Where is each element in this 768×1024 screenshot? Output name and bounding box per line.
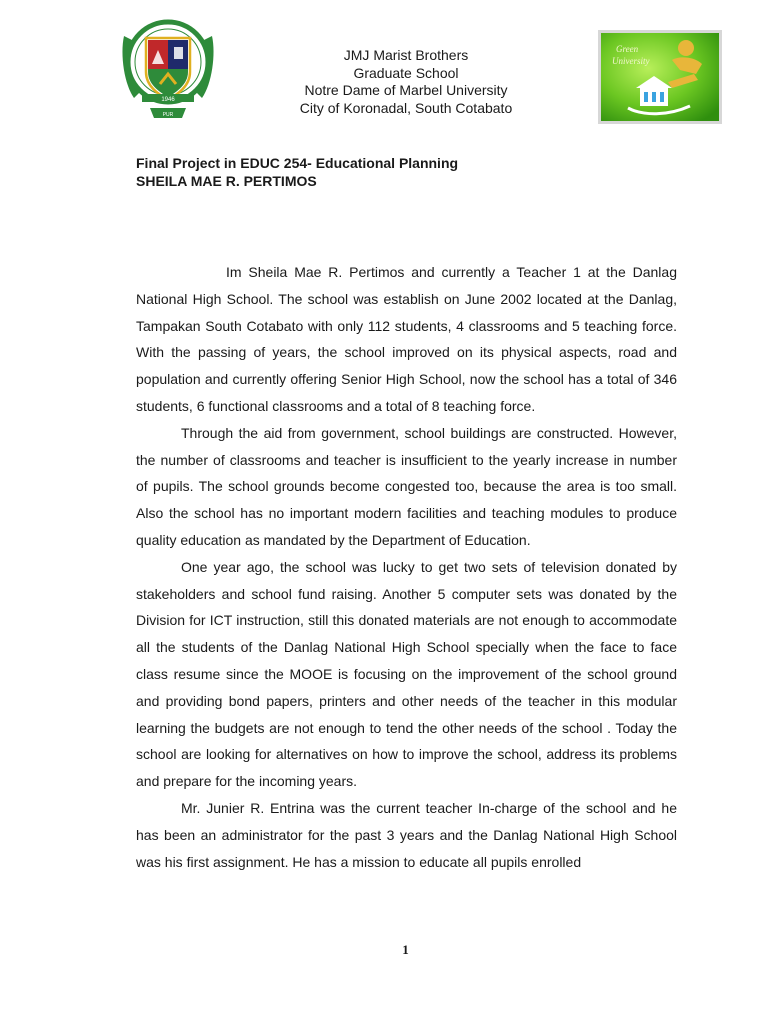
header-line-university: Notre Dame of Marbel University [304,82,508,98]
header-line-city: City of Koronadal, South Cotabato [299,99,513,116]
page-number: 1 [402,942,409,957]
header-line-order: JMJ Marist Brothers [343,47,469,63]
university-seal-logo [120,14,216,126]
author-name: SHEILA MAE R. PERTIMOS [136,173,317,189]
paragraph-facilities: Through the aid from government, school buildings are constructed. However, the number of classrooms and teacher is insufficient to the yearly increase in number of pupils. The school grounds become congested too, because the area is too small. Also the school has no important modern facilities and teaching modules to produce quality education as mandated by the Department of Education. [136,424,677,548]
seal-graphic [120,14,216,126]
logo-text-university: University [612,56,650,66]
logo-text-green: Green [616,44,639,54]
seal-scroll-text: PUR [162,112,174,118]
green-university-logo [598,30,722,124]
document-header [256,47,556,117]
paragraph-intro: Im Sheila Mae R. Pertimos and currently a Teacher 1 at the Danlag National High School. The school was establish on June 2002 located at the Danlag, Tampakan South Cotabato with only 112 students, 4 classrooms and 5 teaching force. With the passing of years, the school improved on its physical aspects, road and population and currently offering Senior High School, now the school has a total of 346 students, 6 functional classrooms and a total of 8 teaching force. [136,264,677,414]
green-university-graphic [598,30,722,124]
paragraph-administrator: Mr. Junier R. Entrina was the current teacher In-charge of the school and he has been an administrator for the past 3 years and the Danlag National High School was his first assignment. He has a mission to educate all pupils enrolled [136,799,677,870]
document-body [136,259,677,875]
header-line-school: Graduate School [353,64,459,81]
seal-year: 1946 [161,97,175,103]
project-title-block [136,154,458,190]
paragraph-donations: One year ago, the school was lucky to get two sets of television donated by stakeholders and school fund raising. Another 5 computer sets was donated by the Division for ICT instruction, still this donated materials are not enough to accommodate all the students of the Danlag National High School specially when the face to face class resume since the MOOE is focusing on the improvement of the school ground and providing bond papers, printers and other needs of the teacher in this modular learning the budgets are not enough to tend the other needs of the school . Today the school are looking for alternatives on how to improve the school, address its problems and prepare for the incoming years. [136,558,677,790]
project-title: Final Project in EDUC 254- Educational Planning [136,155,459,171]
